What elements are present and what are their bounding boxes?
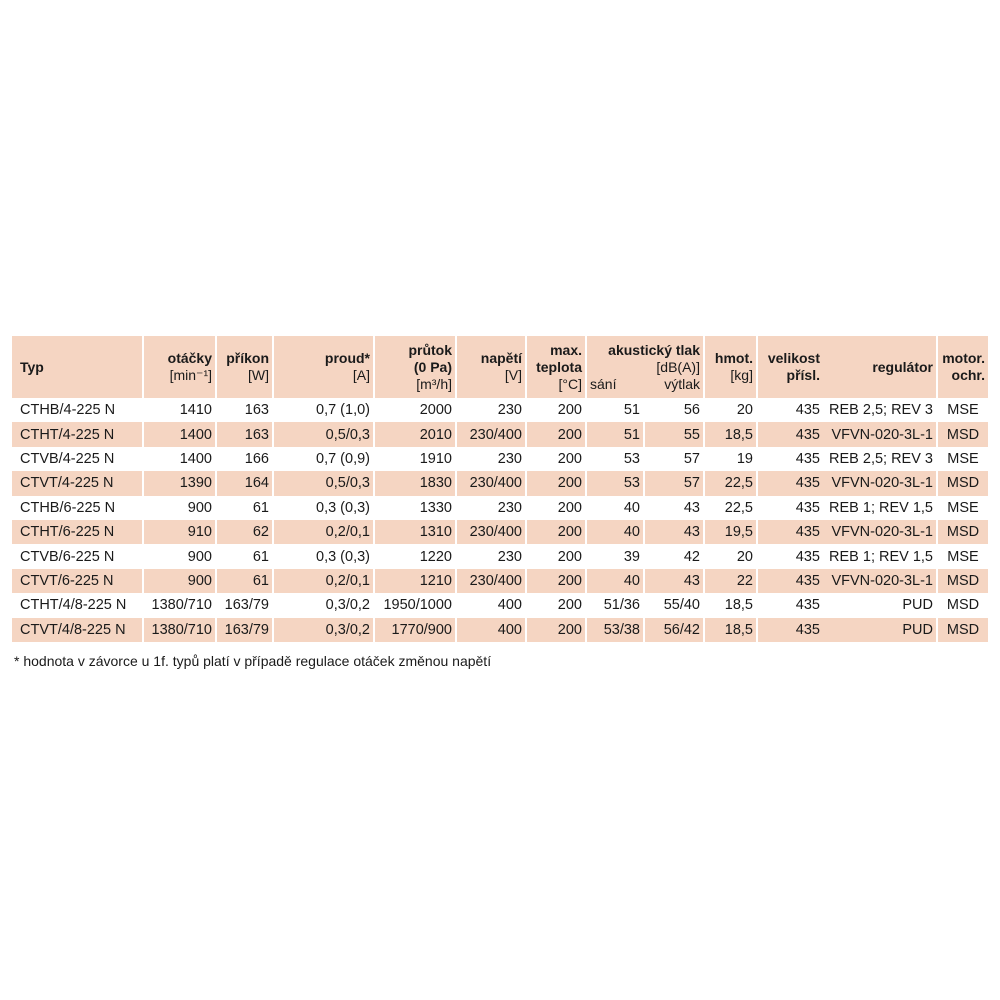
- table-row: [12, 520, 988, 544]
- table-row: [12, 593, 988, 617]
- cell-otacky: 1400: [143, 447, 216, 471]
- cell-hmot: 18,5: [704, 422, 757, 446]
- cell-hmot: 19,5: [704, 520, 757, 544]
- cell-prikon: 163: [216, 398, 273, 422]
- cell-typ: CTHB/6-225 N: [12, 496, 143, 520]
- cell-hmot: 18,5: [704, 618, 757, 642]
- cell-proud: 0,3/0,2: [273, 593, 374, 617]
- cell-sani: 53/38: [586, 618, 644, 642]
- header-teplota: max. teplota [°C]: [526, 336, 586, 398]
- cell-napeti: 230: [456, 447, 526, 471]
- cell-vytlak: 55: [644, 422, 704, 446]
- cell-teplota: 200: [526, 544, 586, 568]
- cell-velikost: 435: [795, 402, 820, 419]
- cell-velikost: 435: [795, 426, 820, 443]
- cell-hmot: 20: [704, 398, 757, 422]
- cell-regulator: VFVN-020-3L-1: [823, 471, 937, 495]
- cell-proud: 0,5/0,3: [273, 471, 374, 495]
- cell-napeti: 230/400: [456, 520, 526, 544]
- cell-regulator: VFVN-020-3L-1: [823, 569, 937, 593]
- cell-napeti: 400: [456, 618, 526, 642]
- cell-prutok: 1830: [374, 471, 456, 495]
- cell-napeti: 230/400: [456, 569, 526, 593]
- header-typ: Typ: [12, 336, 143, 398]
- cell-napeti: 230/400: [456, 471, 526, 495]
- cell-hmot: 22: [704, 569, 757, 593]
- cell-regulator: REB 2,5; REV 3: [823, 447, 937, 471]
- header-prikon: příkon [W]: [216, 336, 273, 398]
- cell-prutok: 1220: [374, 544, 456, 568]
- table-body: [12, 398, 988, 642]
- cell-prikon: 61: [216, 544, 273, 568]
- cell-velikost: 435: [795, 597, 820, 614]
- cell-teplota: 200: [526, 447, 586, 471]
- cell-velikost: 435: [795, 499, 820, 516]
- header-hmot: hmot. [kg]: [704, 336, 757, 398]
- cell-napeti: 400: [456, 593, 526, 617]
- header-prutok: průtok (0 Pa) [m³/h]: [374, 336, 456, 398]
- cell-motor: MSD: [946, 597, 980, 614]
- cell-proud: 0,5/0,3: [273, 422, 374, 446]
- cell-motor: MSE: [947, 548, 979, 565]
- cell-prikon: 62: [216, 520, 273, 544]
- cell-hmot: 18,5: [704, 593, 757, 617]
- cell-motor: MSE: [947, 499, 979, 516]
- cell-prikon: 61: [216, 496, 273, 520]
- cell-prutok: 1950/1000: [374, 593, 456, 617]
- header-otacky: otáčky [min⁻¹]: [143, 336, 216, 398]
- header-akusticky-tlak: akustický tlak [dB(A)] sání výtlak: [586, 336, 704, 398]
- cell-velikost: 435: [795, 524, 820, 541]
- table-row: [12, 569, 988, 593]
- cell-otacky: 900: [143, 544, 216, 568]
- cell-napeti: 230/400: [456, 422, 526, 446]
- cell-teplota: 200: [526, 520, 586, 544]
- cell-motor: MSD: [946, 524, 980, 541]
- cell-typ: CTVT/6-225 N: [12, 569, 143, 593]
- header-velikost: velikost přísl.: [767, 350, 820, 383]
- cell-motor: MSD: [946, 475, 980, 492]
- table-row: [12, 618, 988, 642]
- cell-proud: 0,2/0,1: [273, 569, 374, 593]
- cell-prutok: 1910: [374, 447, 456, 471]
- cell-velikost: 435: [795, 621, 820, 638]
- cell-prikon: 163: [216, 422, 273, 446]
- cell-vytlak: 56/42: [644, 618, 704, 642]
- cell-teplota: 200: [526, 422, 586, 446]
- cell-typ: CTVB/4-225 N: [12, 447, 143, 471]
- cell-vytlak: 43: [644, 520, 704, 544]
- header-proud: proud* [A]: [273, 336, 374, 398]
- cell-prutok: 1330: [374, 496, 456, 520]
- cell-otacky: 1380/710: [143, 593, 216, 617]
- cell-typ: CTHB/4-225 N: [12, 398, 143, 422]
- cell-regulator: REB 1; REV 1,5: [823, 544, 937, 568]
- cell-velikost: 435: [795, 548, 820, 565]
- cell-typ: CTVT/4/8-225 N: [12, 618, 143, 642]
- cell-prutok: 2010: [374, 422, 456, 446]
- header-vytlak: výtlak: [664, 375, 700, 392]
- cell-prikon: 164: [216, 471, 273, 495]
- cell-sani: 51: [586, 398, 644, 422]
- footnote: * hodnota v závorce u 1f. typů platí v případě regulace otáček změnou napětí: [14, 653, 492, 669]
- cell-proud: 0,2/0,1: [273, 520, 374, 544]
- cell-regulator: REB 2,5; REV 3: [823, 398, 937, 422]
- cell-prutok: 1770/900: [374, 618, 456, 642]
- cell-regulator: PUD: [823, 593, 937, 617]
- table-row: [12, 447, 988, 471]
- cell-otacky: 900: [143, 569, 216, 593]
- cell-otacky: 1410: [143, 398, 216, 422]
- cell-sani: 40: [586, 496, 644, 520]
- header-motor: motor. ochr.: [942, 350, 985, 383]
- cell-vytlak: 43: [644, 569, 704, 593]
- cell-velikost: 435: [795, 572, 820, 589]
- cell-sani: 51/36: [586, 593, 644, 617]
- cell-otacky: 1400: [143, 422, 216, 446]
- header-regulator: regulátor: [823, 336, 937, 398]
- cell-velikost: 435: [795, 475, 820, 492]
- cell-proud: 0,7 (1,0): [273, 398, 374, 422]
- cell-typ: CTVB/6-225 N: [12, 544, 143, 568]
- table-row: [12, 398, 988, 422]
- cell-vytlak: 56: [644, 398, 704, 422]
- cell-motor: MSE: [947, 450, 979, 467]
- cell-otacky: 900: [143, 496, 216, 520]
- cell-teplota: 200: [526, 618, 586, 642]
- cell-otacky: 910: [143, 520, 216, 544]
- cell-prikon: 163/79: [216, 593, 273, 617]
- cell-teplota: 200: [526, 593, 586, 617]
- cell-regulator: PUD: [823, 618, 937, 642]
- cell-otacky: 1380/710: [143, 618, 216, 642]
- cell-proud: 0,7 (0,9): [273, 447, 374, 471]
- cell-typ: CTVT/4-225 N: [12, 471, 143, 495]
- cell-teplota: 200: [526, 471, 586, 495]
- cell-prutok: 1310: [374, 520, 456, 544]
- cell-vytlak: 55/40: [644, 593, 704, 617]
- header-sani: sání: [590, 375, 617, 392]
- cell-sani: 53: [586, 447, 644, 471]
- cell-prikon: 166: [216, 447, 273, 471]
- cell-prikon: 61: [216, 569, 273, 593]
- cell-typ: CTHT/4/8-225 N: [12, 593, 143, 617]
- cell-teplota: 200: [526, 569, 586, 593]
- cell-proud: 0,3 (0,3): [273, 544, 374, 568]
- cell-regulator: VFVN-020-3L-1: [823, 520, 937, 544]
- cell-motor: MSD: [946, 621, 980, 638]
- cell-teplota: 200: [526, 496, 586, 520]
- cell-sani: 53: [586, 471, 644, 495]
- cell-typ: CTHT/4-225 N: [12, 422, 143, 446]
- cell-velikost: 435: [795, 450, 820, 467]
- cell-prikon: 163/79: [216, 618, 273, 642]
- cell-sani: 40: [586, 569, 644, 593]
- cell-vytlak: 57: [644, 447, 704, 471]
- table-row: [12, 496, 988, 520]
- cell-regulator: VFVN-020-3L-1: [823, 422, 937, 446]
- cell-typ: CTHT/6-225 N: [12, 520, 143, 544]
- cell-napeti: 230: [456, 544, 526, 568]
- cell-vytlak: 42: [644, 544, 704, 568]
- cell-motor: MSD: [946, 426, 980, 443]
- cell-sani: 40: [586, 520, 644, 544]
- cell-vytlak: 57: [644, 471, 704, 495]
- cell-prutok: 2000: [374, 398, 456, 422]
- table-row: [12, 544, 988, 568]
- cell-motor: MSD: [946, 572, 980, 589]
- cell-prutok: 1210: [374, 569, 456, 593]
- cell-vytlak: 43: [644, 496, 704, 520]
- cell-napeti: 230: [456, 398, 526, 422]
- cell-hmot: 22,5: [704, 496, 757, 520]
- cell-sani: 39: [586, 544, 644, 568]
- cell-proud: 0,3/0,2: [273, 618, 374, 642]
- cell-napeti: 230: [456, 496, 526, 520]
- cell-sani: 51: [586, 422, 644, 446]
- cell-proud: 0,3 (0,3): [273, 496, 374, 520]
- table-row: [12, 422, 988, 446]
- cell-hmot: 22,5: [704, 471, 757, 495]
- header-row: [12, 336, 988, 398]
- cell-regulator: REB 1; REV 1,5: [823, 496, 937, 520]
- cell-otacky: 1390: [143, 471, 216, 495]
- spec-table: [12, 336, 988, 642]
- header-napeti: napětí [V]: [456, 336, 526, 398]
- cell-teplota: 200: [526, 398, 586, 422]
- cell-hmot: 20: [704, 544, 757, 568]
- table-row: [12, 471, 988, 495]
- cell-motor: MSE: [947, 402, 979, 419]
- cell-hmot: 19: [704, 447, 757, 471]
